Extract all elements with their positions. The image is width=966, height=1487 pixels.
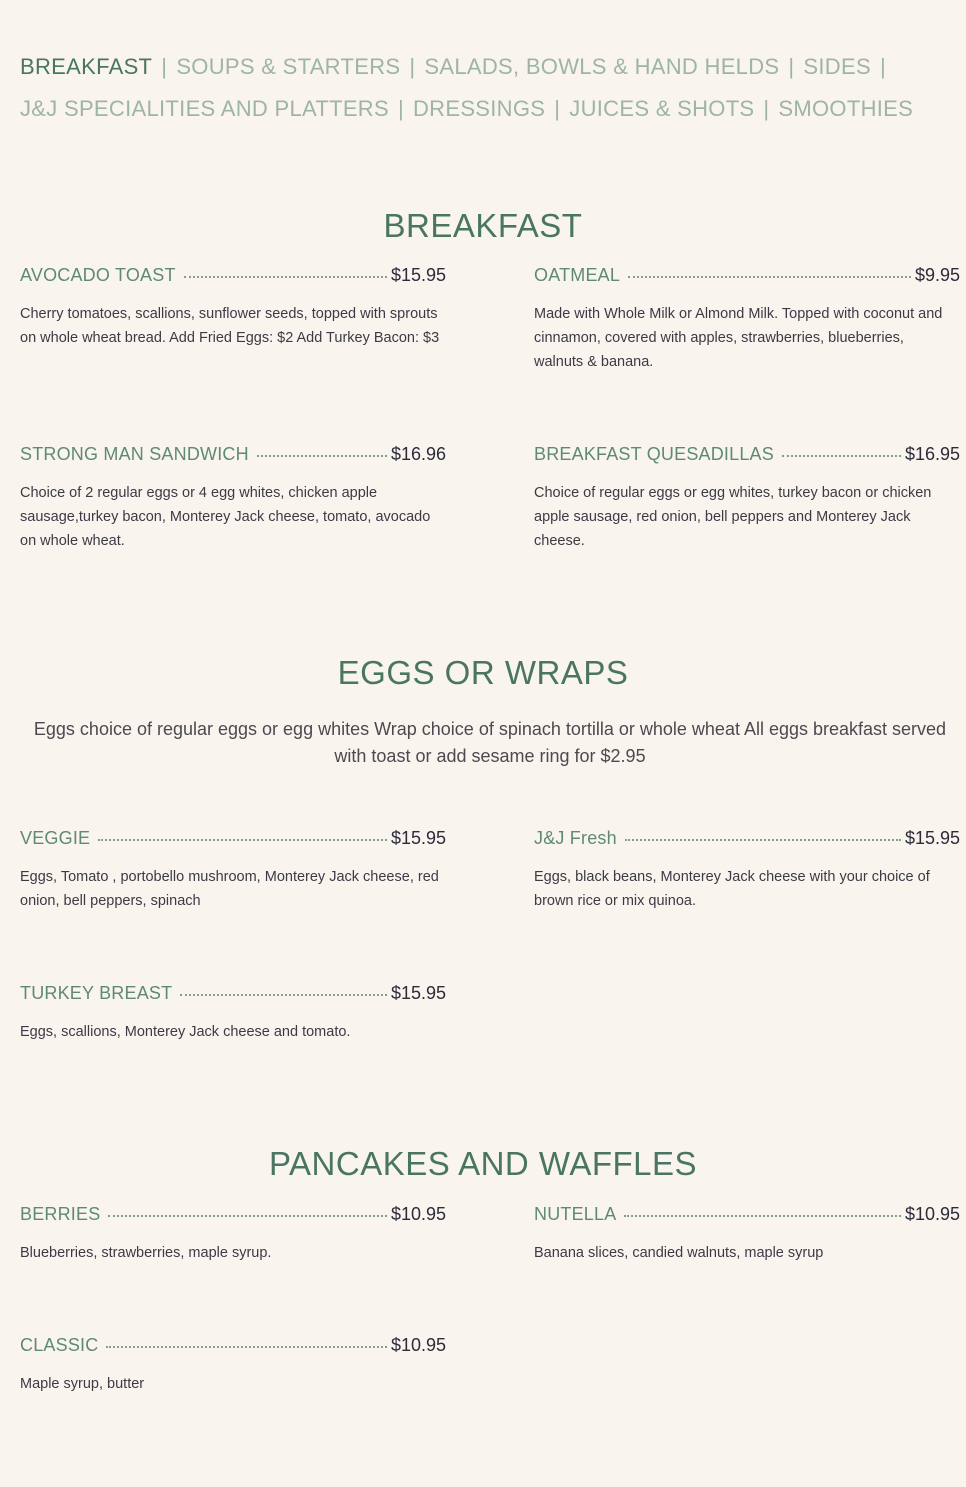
dot-leader [184, 276, 387, 278]
nav-link-smoothies[interactable]: SMOOTHIES [778, 96, 914, 121]
nav-link-specialities-platters[interactable]: J&J SPECIALITIES AND PLATTERS [20, 96, 389, 121]
menu-item-description: Eggs, Tomato , portobello mushroom, Monterey Jack cheese, red onion, bell peppers, spinach [20, 869, 439, 909]
menu-item-turkey-breast [20, 983, 446, 1044]
dot-leader [106, 1346, 387, 1348]
dot-leader [625, 839, 901, 841]
menu-item-description: Choice of regular eggs or egg whites, turkey bacon or chicken apple sausage, red onion, bell peppers and Monterey Jack cheese. [534, 485, 932, 549]
menu-item-jj-fresh [534, 828, 960, 913]
menu-item-header [534, 265, 960, 289]
menu-item-header [20, 1204, 446, 1228]
menu-item-name: BERRIES [20, 1204, 101, 1224]
menu-item-name: STRONG MAN SANDWICH [20, 444, 249, 464]
menu-item-header [20, 828, 446, 852]
dot-leader [257, 455, 387, 457]
nav-separator: | [161, 54, 168, 79]
menu-item-description: Eggs, black beans, Monterey Jack cheese with your choice of brown rice or mix quinoa. [534, 869, 930, 909]
menu-item-name: J&J Fresh [534, 828, 617, 848]
dot-leader [782, 455, 901, 457]
menu-item-classic [20, 1335, 446, 1396]
nav-link-salads-bowls[interactable]: SALADS, BOWLS & HAND HELDS [424, 54, 780, 79]
nav-separator: | [763, 96, 770, 121]
menu-item-header [20, 265, 446, 289]
dot-leader [98, 839, 387, 841]
section-title-pancakes-waffles: PANCAKES AND WAFFLES [268, 1145, 698, 1182]
menu-item-header [534, 444, 960, 468]
menu-item-description: Cherry tomatoes, scallions, sunflower seeds, topped with sprouts on whole wheat bread. Add Fried Eggs: $2 Add Turkey Bacon: $3 [20, 306, 440, 346]
menu-item-name: OATMEAL [534, 265, 621, 285]
nav-link-sides[interactable]: SIDES [803, 54, 871, 79]
menu-item-header [20, 1335, 446, 1359]
menu-item-price: $9.95 [914, 265, 960, 285]
menu-item-price: $10.95 [390, 1335, 446, 1355]
menu-item-price: $16.95 [904, 444, 960, 464]
category-nav-row [20, 46, 950, 88]
menu-item-description: Made with Whole Milk or Almond Milk. Topped with coconut and cinnamon, covered with apples, strawberries, blueberries, walnuts & banana. [534, 306, 943, 370]
menu-item-price: $15.95 [390, 828, 446, 848]
dot-leader [628, 276, 911, 278]
nav-separator: | [397, 96, 404, 121]
menu-item-name: AVOCADO TOAST [20, 265, 176, 285]
menu-item-price: $16.96 [390, 444, 446, 464]
menu-item-strong-man-sandwich [20, 444, 446, 553]
section-title-eggs-or-wraps: EGGS OR WRAPS [337, 654, 629, 691]
menu-item-description: Blueberries, strawberries, maple syrup. [20, 1245, 272, 1261]
menu-item-price: $15.95 [390, 265, 446, 285]
menu-item-price: $10.95 [390, 1204, 446, 1224]
menu-item-name: CLASSIC [20, 1335, 99, 1355]
menu-item-price: $15.95 [904, 828, 960, 848]
menu-item-name: NUTELLA [534, 1204, 617, 1224]
nav-link-soups-starters[interactable]: SOUPS & STARTERS [176, 54, 401, 79]
menu-item-description: Eggs, scallions, Monterey Jack cheese and tomato. [20, 1024, 351, 1040]
nav-separator: | [554, 96, 561, 121]
nav-separator: | [409, 54, 416, 79]
menu-item-name: BREAKFAST QUESADILLAS [534, 444, 774, 464]
menu-item-price: $10.95 [904, 1204, 960, 1224]
menu-item-oatmeal [534, 265, 960, 374]
menu-item-description: Maple syrup, butter [20, 1376, 145, 1392]
menu-item-description: Choice of 2 regular eggs or 4 egg whites, chicken apple sausage,turkey bacon, Monterey Jack cheese, tomato, avocado on whole wheat. [20, 485, 431, 549]
nav-separator: | [879, 54, 886, 79]
menu-item-name: TURKEY BREAST [20, 983, 173, 1003]
category-nav [20, 46, 950, 130]
dot-leader [108, 1215, 387, 1217]
dot-leader [180, 994, 387, 996]
menu-item-header [534, 1204, 960, 1228]
menu-item-berries [20, 1204, 446, 1265]
menu-item-header [20, 444, 446, 468]
menu-item-name: VEGGIE [20, 828, 91, 848]
menu-item-header [534, 828, 960, 852]
menu-item-avocado-toast [20, 265, 446, 350]
menu-item-veggie [20, 828, 446, 913]
category-nav-row [20, 88, 950, 130]
menu-item-price: $15.95 [390, 983, 446, 1003]
dot-leader [624, 1215, 901, 1217]
section-note: Eggs choice of regular eggs or egg whites Wrap choice of spinach tortilla or whole wheat All eggs breakfast served with toast or add sesame ring for $2.95 [33, 719, 947, 766]
menu-item-nutella [534, 1204, 960, 1265]
nav-link-juices-shots[interactable]: JUICES & SHOTS [569, 96, 755, 121]
section-title-breakfast: BREAKFAST [383, 207, 583, 244]
menu-item-header [20, 983, 446, 1007]
menu-item-description: Banana slices, candied walnuts, maple syrup [534, 1245, 824, 1261]
nav-link-dressings[interactable]: DRESSINGS [412, 96, 546, 121]
nav-separator: | [788, 54, 795, 79]
nav-link-breakfast[interactable]: BREAKFAST [20, 54, 153, 79]
menu-item-breakfast-quesadillas [534, 444, 960, 553]
